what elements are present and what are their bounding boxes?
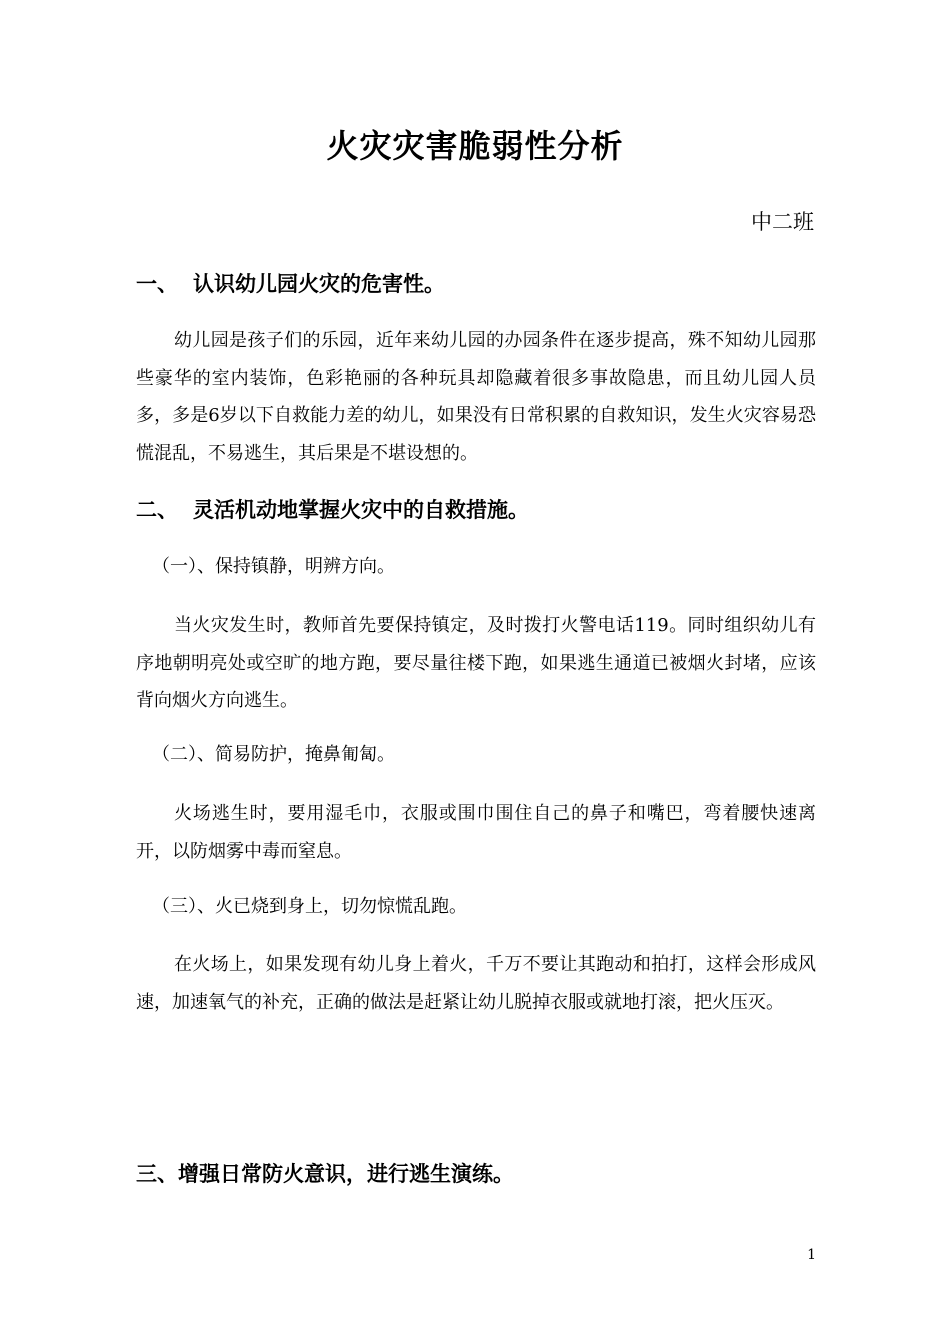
section-1-paragraph: 幼儿园是孩子们的乐园，近年来幼儿园的办园条件在逐步提高，殊不知幼儿园那些豪华的室内装饰，色彩艳丽的各种玩具却隐藏着很多事故隐患，而且幼儿园人员多，多是6岁以下自救能力差的幼儿，如果没有日常积累的自救知识，发生火灾容易恐慌混乱，不易逃生，其后果是不堪设想的。 xyxy=(136,330,816,464)
author-class: 中二班 xyxy=(751,210,814,234)
section-3-heading: 三、增强日常防火意识，进行逃生演练。 xyxy=(136,1162,514,1186)
subsection-2-1-paragraph: 当火灾发生时，教师首先要保持镇定，及时拨打火警电话119。同时组织幼儿有序地朝明亮处或空旷的地方跑，要尽量往楼下跑，如果逃生通道已被烟火封堵，应该背向烟火方向逃生。 xyxy=(136,615,816,711)
section-1-number: 一、 xyxy=(136,272,178,296)
section-1-heading xyxy=(136,268,445,300)
subsection-2-3-paragraph: 在火场上，如果发现有幼儿身上着火，千万不要让其跑动和拍打，这样会形成风速，加速氧气的补充，正确的做法是赶紧让幼儿脱掉衣服或就地打滚，把火压灭。 xyxy=(136,954,816,1013)
section-1-title: 认识幼儿园火灾的危害性。 xyxy=(193,272,445,296)
subsection-2-3-heading: （三）、火已烧到身上，切勿惊慌乱跑。 xyxy=(152,896,467,917)
document-title: 火灾灾害脆弱性分析 xyxy=(326,127,624,165)
section-2-heading xyxy=(136,494,529,526)
subsection-2-2-paragraph: 火场逃生时，要用湿毛巾，衣服或围巾围住自己的鼻子和嘴巴，弯着腰快速离开，以防烟雾中毒而窒息。 xyxy=(136,803,816,862)
section-2-title: 灵活机动地掌握火灾中的自救措施。 xyxy=(193,498,529,522)
subsection-2-1-heading: （一）、保持镇静，明辨方向。 xyxy=(152,556,395,577)
section-2-number: 二、 xyxy=(136,498,178,522)
subsection-2-2-heading: （二）、简易防护，掩鼻匍匐。 xyxy=(152,744,395,765)
page-number: 1 xyxy=(807,1247,816,1263)
